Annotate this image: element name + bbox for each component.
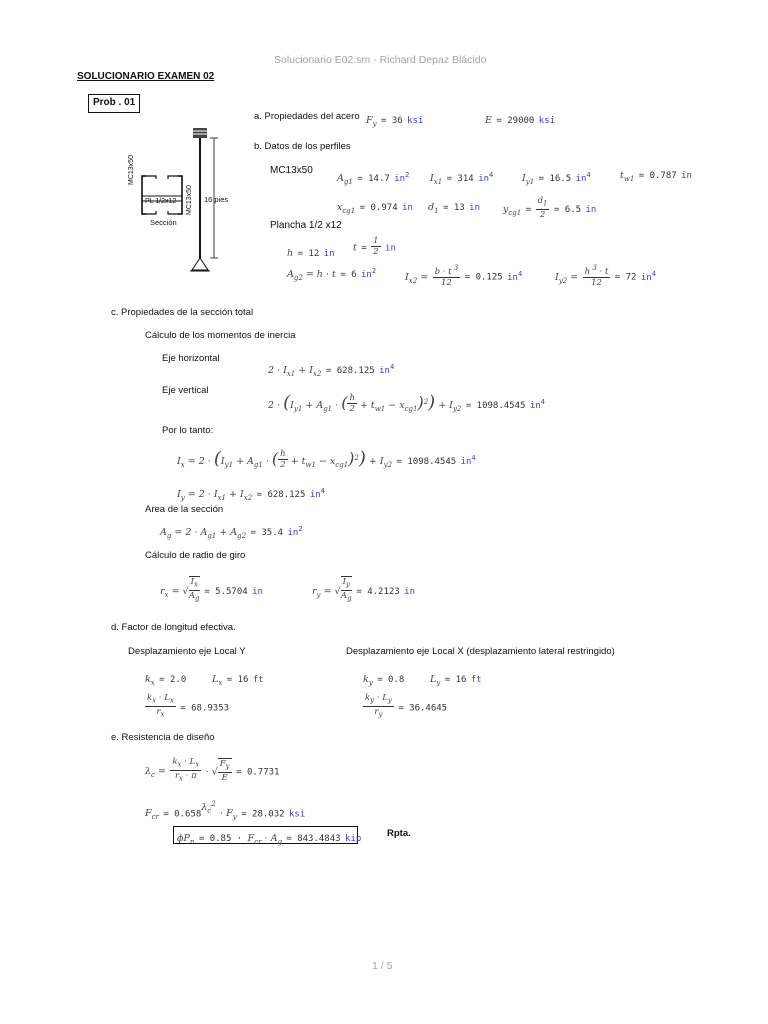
channel-right <box>178 176 182 214</box>
mc-name: MC13x50 <box>270 165 313 176</box>
eq-ky: $k_y = 0.8$ <box>363 674 405 687</box>
inertia-title: Cálculo de los momentos de inercia <box>145 330 296 341</box>
section-a-label: a. Propiedades del acero <box>254 111 360 122</box>
eq-ix1: $I_{x1} = 314$ $in^4$ <box>430 171 494 186</box>
eq-ag2: $A_{g2} = h \cdot t = 6$ $in^2$ <box>287 267 377 282</box>
radio-title: Cálculo de radio de giro <box>145 550 246 561</box>
eq-xcg1: $x_{cg1} = 0.974$ in <box>337 202 413 215</box>
eq-slender-y: $\frac{k_y \cdot L_y}{r_y}$ = 36.4645 <box>365 693 448 719</box>
eq-t: t = $\frac{1}{2}$ in <box>353 236 396 257</box>
eq-tw1: $t_{w1} = 0.787$ in <box>620 170 692 183</box>
eq-ix: $I_x = 2 \cdot (I_{y1} + A_{g1}$ · ( $\frac{h}{2}$ + $t_{w1} - x_{cg1})^2) + I_{y2} = 1098.4545$ $in^4$ <box>177 448 476 471</box>
area-title: Area de la sección <box>145 504 224 515</box>
eq-ag: $A_g = 2 \cdot A_{g1} + A_{g2} = 35.4$ $in^2$ <box>160 525 303 540</box>
column-section-figure <box>120 124 250 284</box>
page-title: SOLUCIONARIO EXAMEN 02 <box>77 71 215 82</box>
figure-mc-right-label: MC13x50 <box>186 185 193 215</box>
eq-eje-v: $2 \cdot (I_{y1} + A_{g1}$ · ( $\frac{h}{2}$ + $t_{w1} - x_{cg1})^2) + I_{y2} = 1098.4545$ $in^4$ <box>268 392 545 415</box>
section-b-label: b. Datos de los perfiles <box>254 141 351 152</box>
eq-ycg1: $y_{cg1}$ = $\frac{d_1}{2}$ = 6.5 in <box>503 196 597 220</box>
eq-lambda-c: $\lambda_c$ = $\frac{k_x \cdot L_x}{r_x \cdot \pi}$ · √ $\frac{F_y}{E}$ = 0.7731 <box>145 757 280 783</box>
eq-ix2: $I_{x2}$ = $\frac{b \cdot t ^3}{12}$ = 0.125 $in^4$ <box>405 264 523 288</box>
eje-horizontal-label: Eje horizontal <box>162 353 220 364</box>
page-indicator: 1 / 5 <box>372 960 393 972</box>
figure-length-label: 16 pies <box>204 195 229 204</box>
eje-vertical-label: Eje vertical <box>162 385 209 396</box>
prob-box <box>88 94 140 113</box>
section-e-label: e. Resistencia de diseño <box>111 732 215 743</box>
channel-left <box>142 176 146 214</box>
eq-kx: $k_x = 2.0$ <box>145 674 187 687</box>
eq-d1: $d_1 = 13$ in <box>428 202 480 215</box>
plate-name: Plancha 1/2 x12 <box>270 220 342 231</box>
figure-section-label: Sección <box>150 218 177 227</box>
eq-ag1: $A_{g1} = 14.7$ $in^2$ <box>337 171 410 186</box>
fixed-support-icon <box>193 128 207 138</box>
eq-ry: $r_y$ = √ $\frac{I_y}{A_g}$ = 4.2123 in <box>312 577 416 603</box>
eq-iy: $I_y = 2 \cdot I_{x1} + I_{x2} = 628.125$ $in^4$ <box>177 487 325 502</box>
por-lo-tanto-label: Por lo tanto: <box>162 425 214 436</box>
section-c-label: c. Propiedades de la sección total <box>111 307 254 318</box>
eq-fcr: $F_{cr} = 0.658^{\lambda_c^2} \cdot F_y = 28.032$ ksi <box>145 800 306 822</box>
eq-iy2: $I_{y2}$ = $\frac{h ^3 \cdot t}{12}$ = 72 $in^4$ <box>555 264 656 288</box>
figure-mc-left-label: MC13x50 <box>128 155 135 185</box>
section-d-label: d. Factor de longitud efectiva. <box>111 622 236 633</box>
eq-slender-x: $\frac{k_x \cdot L_x}{r_x}$ = 68.9353 <box>147 693 230 719</box>
eq-e: E = 29000 ksi <box>485 115 556 126</box>
eq-eje-h: $2 \cdot I_{x1} + I_{x2} = 628.125$ $in^4$ <box>268 363 395 378</box>
document-title: Solucionario E02.sm - Richard Depaz Blácido <box>274 54 487 66</box>
pin-support-icon <box>192 258 208 270</box>
eq-ly: $L_y = 16$ ft <box>430 674 482 687</box>
eq-fy: $F_y = 36$ ksi <box>366 115 424 128</box>
local-y-title: Desplazamiento eje Local Y <box>128 646 246 657</box>
eq-rx: $r_x$ = √ $\frac{I_x}{A_g}$ = 5.5704 in <box>160 577 263 603</box>
figure-plate-label: PL 1/2x12 <box>145 198 177 205</box>
eq-h: h = 12 in <box>287 248 335 259</box>
eq-iy1: $I_{y1} = 16.5$ $in^4$ <box>522 171 591 186</box>
eq-lx: $L_x = 16$ ft <box>212 674 264 687</box>
prob-label: Prob . 01 <box>93 97 136 108</box>
rpta-label: Rpta. <box>387 828 411 839</box>
result-box <box>173 826 362 846</box>
eq-phipn: $\phi P_n = 0.85 \cdot F_{cr} \cdot A_g = 843.4843$ kip <box>177 833 362 846</box>
local-x-title: Desplazamiento eje Local X (desplazamiento lateral restringido) <box>346 646 615 657</box>
